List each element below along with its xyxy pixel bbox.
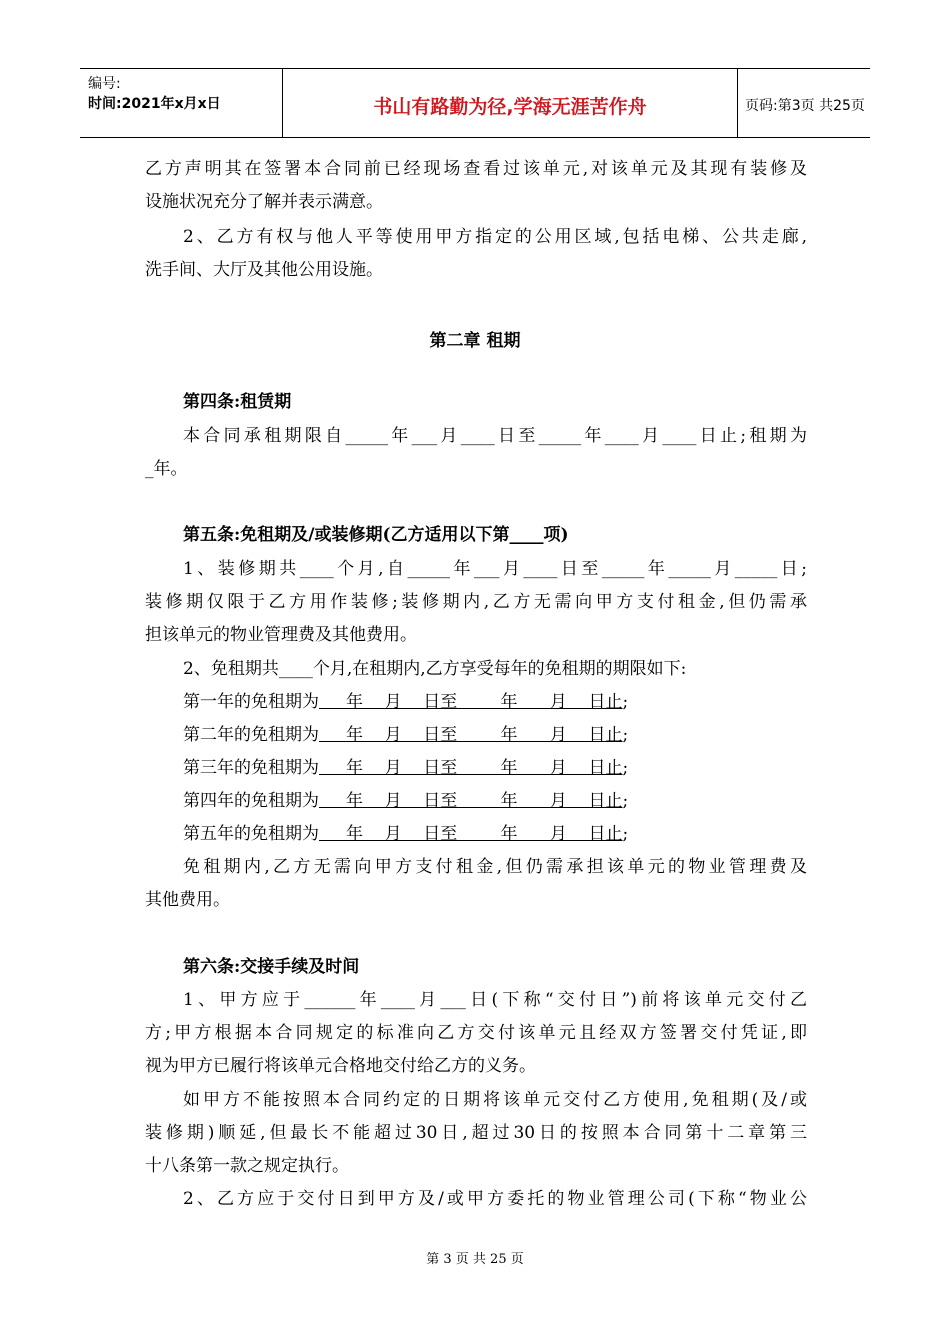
paragraph-line: 2、免租期共____个月,在租期内,乙方享受每年的免租期的期限如下: <box>183 659 687 679</box>
row-end: ; <box>622 758 629 778</box>
chapter-title: 第二章 租期 <box>429 331 521 351</box>
paragraph-line: 乙方声明其在签署本合同前已经现场查看过该单元,对该单元及其现有装修及 <box>145 159 807 179</box>
article-6-title: 第六条:交接手续及时间 <box>183 957 360 977</box>
paragraph-line: 1、装修期共____个月,自_____年___月____日至_____年_____月_____日; <box>183 559 807 579</box>
free-period-label: 第一年的免租期为 <box>183 692 319 712</box>
row-end: ; <box>622 824 629 844</box>
free-period-blank: 年 月 日至 年 月 日止 <box>319 791 623 811</box>
time-label: 时间:2021年x月x日 <box>88 96 221 112</box>
free-period-label: 第四年的免租期为 <box>183 791 319 811</box>
free-period-row <box>183 824 807 844</box>
paragraph-line: 担该单元的物业管理费及其他费用。 <box>145 625 417 645</box>
row-end: ; <box>622 791 629 811</box>
serial-label: 编号: <box>88 76 121 92</box>
paragraph-line: 如甲方不能按照本合同约定的日期将该单元交付乙方使用,免租期(及/或 <box>183 1090 807 1110</box>
paragraph-line: 免租期内,乙方无需向甲方支付租金,但仍需承担该单元的物业管理费及 <box>183 857 807 877</box>
paragraph-line: 十八条第一款之规定执行。 <box>145 1156 349 1176</box>
row-end: ; <box>622 725 629 745</box>
paragraph-line: 2、乙方有权与他人平等使用甲方指定的公用区域,包括电梯、公共走廊, <box>183 227 807 247</box>
free-period-row <box>183 791 807 811</box>
page-header <box>80 68 870 138</box>
free-period-label: 第五年的免租期为 <box>183 824 319 844</box>
article-5-title: 第五条:免租期及/或装修期(乙方适用以下第____项) <box>183 525 569 545</box>
row-end: ; <box>622 692 629 712</box>
free-period-blank: 年 月 日至 年 月 日止 <box>319 725 623 745</box>
free-period-row <box>183 758 807 778</box>
free-period-blank: 年 月 日至 年 月 日止 <box>319 824 623 844</box>
free-period-label: 第三年的免租期为 <box>183 758 319 778</box>
free-period-row <box>183 725 807 745</box>
free-period-label: 第二年的免租期为 <box>183 725 319 745</box>
paragraph-line: 装修期)顺延,但最长不能超过30日,超过30日的按照本合同第十二章第三 <box>145 1123 807 1143</box>
free-period-blank: 年 月 日至 年 月 日止 <box>319 692 623 712</box>
paragraph-line: 视为甲方已履行将该单元合格地交付给乙方的义务。 <box>145 1056 536 1076</box>
paragraph-line: 本合同承租期限自_____年___月____日至_____年____月____日止;租期为 <box>183 426 807 446</box>
header-right-cell <box>737 69 870 137</box>
paragraph-line: 1、甲方应于______年____月___日(下称“交付日”)前将该单元交付乙 <box>183 990 807 1010</box>
article-4-title: 第四条:租赁期 <box>183 392 292 412</box>
paragraph-line: _年。 <box>145 459 188 479</box>
paragraph-line: 方;甲方根据本合同规定的标准向乙方交付该单元且经双方签署交付凭证,即 <box>145 1023 807 1043</box>
paragraph-line: 2、乙方应于交付日到甲方及/或甲方委托的物业管理公司(下称“物业公 <box>183 1189 807 1209</box>
free-period-row <box>183 692 807 712</box>
free-period-blank: 年 月 日至 年 月 日止 <box>319 758 623 778</box>
header-left-cell <box>80 69 282 137</box>
page-info: 页码:第3页 共25页 <box>745 98 865 114</box>
paragraph-line: 洗手间、大厅及其他公用设施。 <box>145 260 383 280</box>
paragraph-line: 设施状况充分了解并表示满意。 <box>145 192 383 212</box>
header-middle-cell <box>282 69 738 137</box>
motto: 书山有路勤为径,学海无涯苦作舟 <box>373 96 647 118</box>
paragraph-line: 装修期仅限于乙方用作装修;装修期内,乙方无需向甲方支付租金,但仍需承 <box>145 592 807 612</box>
paragraph-line: 其他费用。 <box>145 890 230 910</box>
page-footer: 第 3 页 共 25 页 <box>426 1252 524 1267</box>
